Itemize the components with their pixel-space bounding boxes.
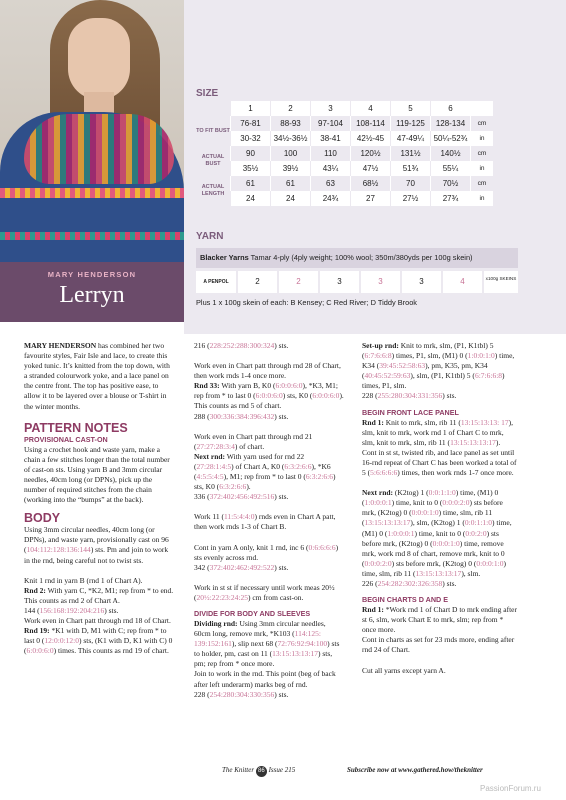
column-2: 216 (228:252:288:300:324) sts. Work even in Chart patt through rnd 28 of Chart, then work rnds 1-4 once more. Rnd 33: With yarn B, K0 (6:0:0:6:0), *K3, M1; rep from * to last 0 (6:0:0:6:0) sts, K0 (6:0:0:6:0). This counts as rnd 5 of chart. 288 (300:336:384:396:432) sts. Work even in Chart patt through rnd 21 (27:27:28:3:4) of chart. Next rnd: With yarn used for rnd 22 (27:28:1:4:5) of Chart A, K0 (6:3:2:6:6), *K6 (4:5:5:4:5), M1; rep from * to last 0 (6:3:2:6:6) sts, K0 (6:3:2:6:6). 336 (372:402:456:492:516) sts. Work 11 (11:5:4:4:0) rnds even in Chart A patt, then work rnds 1-3 of Chart B. Cont in yarn A only, knit 1 rnd, inc 6 (0:6:6:6:6) sts evenly across rnd. 342 (372:402:462:492:522) sts. Work in st st if necessary until work meas 20½ (20½:22:23:24:25) cm from cast-on. DIVIDE FOR BODY AND SLEEVES Dividing rnd: Using 3mm circular needles, 60cm long, remove mrk, *K103 (114:125: 139:152:161), slip next 68 (72:76:92:94:100) sts to holder, pm, cast on 11 (13:15:13:13:17) sts, pm; rep from * once more. Join to work in the rnd. This point (beg of back after left underarm) marks beg of rnd. 228 (254:280:304:330:356) sts. bbox=[194, 341, 344, 699]
yarn-quantity-row: A PENPOL 2 2 3 3 3 4 x100g SKEINS bbox=[196, 271, 518, 293]
column-3: Set-up rnd: Knit to mrk, slm, (P1, K1tbl) 5 (6:7:6:6:8) times, P1, slm, (M1) 0 (1:0:0:1:0) time, K34 (39:45:52:58:63), pm, K35, pm, K34 (40:45:52:59:63), slm, (P1, K1tbl) 5 (6:7:6:6:8) times, P1, slm. 228 (255:280:304:331:356) sts. BEGIN FRONT LACE PANEL Rnd 1: Knit to mrk, slm, rib 11 (13:15:13:13: 17), slm, knit to mrk, work rnd 1 of Chart C to mrk, slm, knit to mrk, slm, rib 11 (13:15:13:13:17). Cont in st st, twisted rib, and lace panel as set until 16-rnd repeat of Chart C has been worked a total of 5 (5:6:6:6:6) times, then work rnds 1-7 once more. Next rnd: (K2tog) 1 (0:0:1:1:0) time, (M1) 0 (1:0:0:0:1) time, knit to 0 (0:0:0:2:0) sts before mrk, (K2tog) 0 (0:0:0:1:0) time, slm, rib 11 (13:15:13:13:17), slm, (K2tog) 1 (0:0:1:1:0) time, (M1) 0 (1:0:0:0:1) time, knit to 0 (0:0:2:0) sts before mrk, (K2tog) 0 (0:0:0:1:0) time, remove mrk, work rnd 8 of chart, remove mrk, knit to 0 (0:0:0:2:0) sts before mrk, (K2tog) 0 (0:0:0:1:0) time, slm, rib 11 (13:15:13:13:17), slm. 226 (254:282:302:326:358) sts. BEGIN CHARTS D AND E Rnd 1: *Work rnd 1 of Chart D to mrk ending after st 6, slm, work Chart E to mrk, slm; rep from * once more. Cont in charts as set for 23 rnds more, ending after rnd 24 of Chart. Cut all yarns except yarn A. bbox=[362, 341, 518, 675]
size-cell: 1 bbox=[231, 101, 271, 116]
yarn-heading: YARN bbox=[196, 231, 224, 242]
size-heading: SIZE bbox=[196, 88, 219, 99]
actual-length-label: ACTUAL LENGTH bbox=[201, 184, 225, 197]
footer-subscribe[interactable]: Subscribe now at www.gathered.how/theknitter bbox=[347, 766, 483, 774]
page-number: 86 bbox=[256, 766, 267, 777]
extra-yarns: Plus 1 x 100g skein of each: B Kensey; C Red River; D Tiddy Brook bbox=[196, 298, 418, 307]
yarn-description: Blacker Yarns Tamar 4-ply (4ply weight; 100% wool; 350m/380yds per 100g skein) bbox=[196, 248, 518, 268]
charts-d-e-heading: BEGIN CHARTS D AND E bbox=[362, 595, 448, 605]
actual-length-in-row: 24 24 24¾ 27 27½ 27¾ in bbox=[196, 191, 493, 206]
footer-magazine: The Knitter 86 Issue 215 bbox=[222, 766, 295, 777]
size-cell: 5 bbox=[391, 101, 431, 116]
size-table bbox=[196, 101, 493, 206]
column-1: MARY HENDERSON has combined her two favourite styles, Fair Isle and lace, to create this yoked tunic. It’s knitted from the top down, with a stranded colourwork yoke, and a lace panel on the centre front. The top has positive ease, to allow it to be layered over a blouse or T-shirt in the winter months. PATTERN NOTES PROVISIONAL CAST-ON Using a crochet hook and waste yarn, make a chain a few stitches longer than the total number of cast-on sts. Using yarn B and 3mm circular needles, 40cm long (or DPNs), pick up the number of required stitches from the chain (working into the “bumps” at the back). BODY Using 3mm circular needles, 40cm long (or DPNs), and waste yarn, provisionally cast on 96 (104:112:128:136:144) sts. Pm and join to work in the rnd, being careful not to twist sts. Knit 1 rnd in yarn B (rnd 1 of Chart A). Rnd 2: With yarn C, *K2, M1; rep from * to end. This counts as rnd 2 of Chart A. 144 (156:168:192:204:216) sts. Work even in Chart patt through rnd 18 of Chart. Rnd 19: *K1 with D, M1 with C; rep from * to last 0 (12:0:0:12:0) sts, (K1 with D, K1 with C) 0 (6:0:0:6:0) times. This counts as rnd 19 of chart. bbox=[24, 341, 174, 656]
size-cell: 4 bbox=[351, 101, 391, 116]
actual-bust-in-row: 35½ 39½ 43¼ 47½ 51¾ 55¼ in bbox=[196, 161, 493, 176]
designer-name: MARY HENDERSON bbox=[47, 270, 137, 279]
to-fit-in-row: 30-32 34½-36½ 38-41 42½-45 47-49¼ 50¼-52¾ in bbox=[196, 131, 493, 146]
to-fit-cm-row: TO FIT BUST 76-81 88-93 97-104 108-114 119-125 128-134 cm bbox=[196, 116, 493, 131]
watermark: PassionForum.ru bbox=[480, 784, 541, 793]
size-cell: 6 bbox=[431, 101, 471, 116]
intro-text: MARY HENDERSON has combined her two favourite styles, Fair Isle and lace, to create this yoked tunic. It’s knitted from the top down, with a stranded colourwork yoke, and a lace panel on the centre front. The top has positive ease, to allow it to be layered over a blouse or T-shirt in the winter months. bbox=[24, 341, 170, 411]
body-heading: BODY bbox=[24, 511, 61, 526]
pattern-notes-heading: PATTERN NOTES bbox=[24, 420, 128, 435]
actual-length-cm-row: ACTUAL LENGTH 61 61 63 68½ 70 70½ cm bbox=[196, 176, 493, 191]
model-photo bbox=[0, 0, 184, 262]
size-row bbox=[196, 101, 493, 116]
divide-heading: DIVIDE FOR BODY AND SLEEVES bbox=[194, 608, 311, 618]
to-fit-bust-label: TO FIT BUST bbox=[196, 127, 230, 134]
title-block bbox=[0, 262, 184, 322]
size-cell: 2 bbox=[271, 101, 311, 116]
actual-bust-label: ACTUAL BUST bbox=[201, 154, 225, 167]
front-lace-heading: BEGIN FRONT LACE PANEL bbox=[362, 407, 459, 417]
provisional-cast-on-heading: PROVISIONAL CAST-ON bbox=[24, 434, 108, 444]
actual-bust-cm-row: ACTUAL BUST 90 100 110 120½ 131½ 140½ cm bbox=[196, 146, 493, 161]
pattern-name: Lerryn bbox=[59, 282, 125, 308]
size-cell: 3 bbox=[311, 101, 351, 116]
